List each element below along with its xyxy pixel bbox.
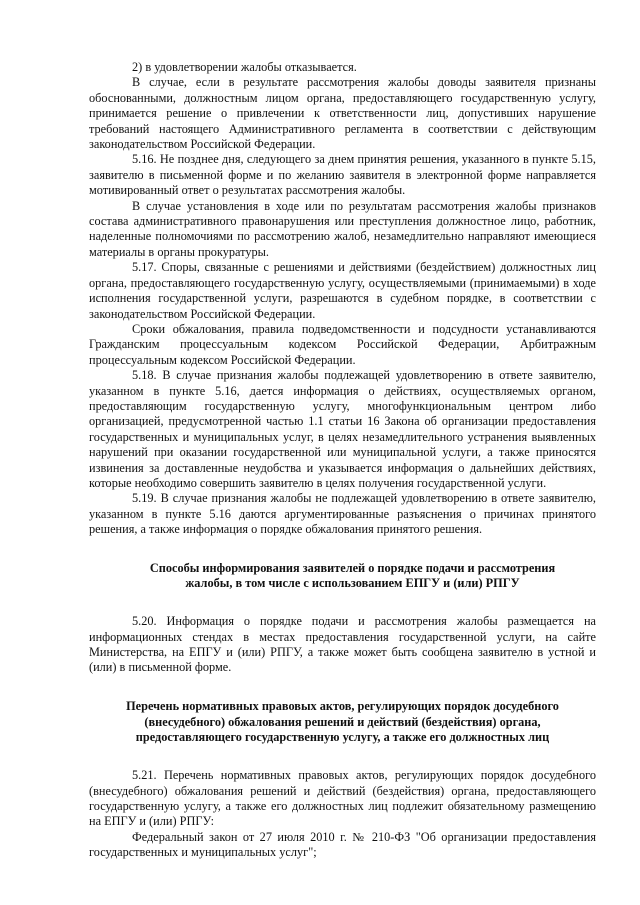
heading-line: Перечень нормативных правовых актов, регулирующих порядок досудебного — [126, 698, 559, 713]
heading-line: (внесудебного) обжалования решений и действий (бездействия) органа, — [144, 714, 541, 729]
document-page — [89, 60, 596, 861]
section-heading-legal-acts — [89, 699, 596, 746]
paragraph-5-21: 5.21. Перечень нормативных правовых актов, регулирующих порядок досудебного (внесудебного) обжалования решений и действий (бездействия) органа, предоставляющего государственную услугу, а также его должностных лиц подлежит обязательному размещению на ЕПГУ и (или) РПГУ: — [89, 768, 596, 829]
heading-line: Способы информирования заявителей о порядке подачи и рассмотрения — [149, 560, 556, 575]
heading-line: жалобы, в том числе с использованием ЕПГУ и (или) РПГУ — [185, 576, 520, 591]
section-heading-informing — [89, 561, 596, 593]
paragraph-appeal-terms: Сроки обжалования, правила подведомственности и подсудности устанавливаются Гражданским процессуальным кодексом Российской Федерации, Арбитражным процессуальным кодексом Российской Федерации. — [89, 321, 596, 367]
paragraph-5-16: 5.16. Не позднее дня, следующего за днем принятия решения, указанного в пункте 5.15, заявителю в письменной форме и по желанию заявителя в электронной форме направляется мотивированный ответ о результатах рассмотрения жалобы. — [89, 152, 596, 198]
paragraph-prosecutor: В случае установления в ходе или по результатам рассмотрения жалобы признаков состава административного правонарушения или преступления должностное лицо, работник, наделенные полномочиями по рассмотрению жалоб, незамедлительно направляют имеющиеся материалы в органы прокуратуры. — [89, 198, 596, 259]
paragraph-federal-law: Федеральный закон от 27 июля 2010 г. № 210-ФЗ "Об организации предоставления государственных и муниципальных услуг"; — [89, 829, 596, 860]
paragraph-refusal: 2) в удовлетворении жалобы отказывается. — [132, 60, 357, 74]
paragraph-5-18: 5.18. В случае признания жалобы подлежащей удовлетворению в ответе заявителю, указанном в пункте 5.16, дается информация о действиях, осуществляемых органом, предоставляющим государственную услугу, многофункциональным центром либо организацией, предусмотренной частью 1.1 статьи 16 Закона об организации предоставления государственных и муниципальных услуг, в целях незамедлительного устранения выявленных нарушений при оказании государственной или муниципальной услуги, а также приносятся извинения за доставленные неудобства и указывается информация о дальнейших действиях, которые необходимо совершить заявителю в целях получения государственной услуги. — [89, 368, 596, 490]
paragraph-5-19: 5.19. В случае признания жалобы не подлежащей удовлетворению в ответе заявителю, указанном в пункте 5.16 даются аргументированные разъяснения о причинах принятого решения, а также информация о порядке обжалования принятого решения. — [89, 491, 596, 537]
paragraph-liability: В случае, если в результате рассмотрения жалобы доводы заявителя признаны обоснованными, должностным лицом органа, предоставляющего государственную услугу, принимается решение о привлечении к ответственности лиц, допустивших нарушение требований настоящего Административного регламента в соответствии с действующим законодательством Российской Федерации. — [89, 75, 596, 152]
paragraph-5-17: 5.17. Споры, связанные с решениями и действиями (бездействием) должностных лиц органа, предоставляющего государственную услугу, осуществляемыми (принимаемыми) в ходе исполнения государственной услуги, разрешаются в судебном порядке, в соответствии с законодательством Российской Федерации. — [89, 260, 596, 321]
heading-line: предоставляющего государственную услугу, а также его должностных лиц — [135, 730, 550, 745]
paragraph-5-20: 5.20. Информация о порядке подачи и рассмотрения жалобы размещается на информационных стендах в местах предоставления государственной услуги, на сайте Министерства, на ЕПГУ и (или) РПГУ, а также может быть сообщена заявителю в устной и (или) в письменной форме. — [89, 614, 596, 675]
